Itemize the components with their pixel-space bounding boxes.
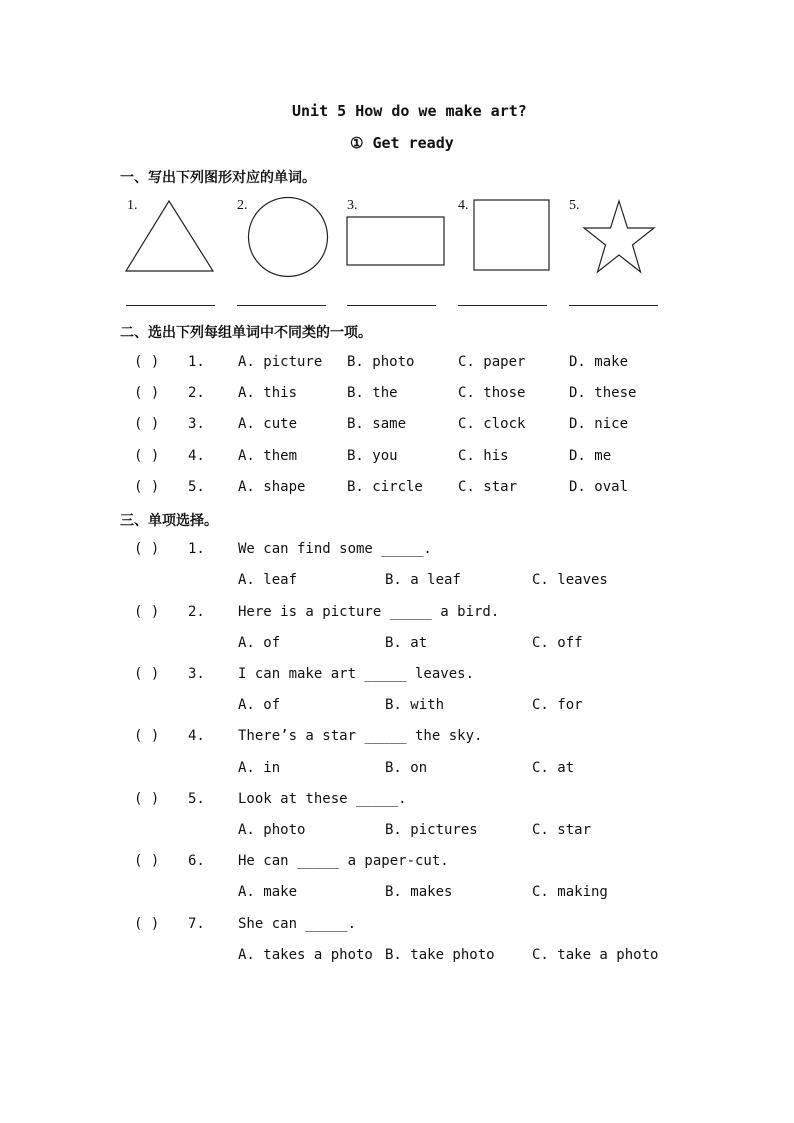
question-text: I can make art _____ leaves. xyxy=(238,666,475,682)
answer-bracket[interactable]: ( ) xyxy=(134,541,160,557)
answer-line-2[interactable] xyxy=(237,305,326,306)
circle-icon xyxy=(247,196,329,278)
option-b: B. makes xyxy=(385,884,453,900)
shape-number-1: 1. xyxy=(127,198,138,213)
option-b: B. same xyxy=(347,416,407,432)
option-a: A. them xyxy=(238,448,298,464)
answer-bracket[interactable]: ( ) xyxy=(134,916,160,932)
option-a: A. of xyxy=(238,697,281,713)
question-number: 1. xyxy=(188,354,205,370)
option-b: B. with xyxy=(385,697,445,713)
option-b: B. at xyxy=(385,635,428,651)
option-b: B. take photo xyxy=(385,947,495,963)
option-c: C. his xyxy=(458,448,509,464)
section3-heading: 三、单项选择。 xyxy=(120,513,218,529)
answer-bracket[interactable]: ( ) xyxy=(134,853,160,869)
option-d: D. nice xyxy=(569,416,629,432)
question-number: 7. xyxy=(188,916,205,932)
question-number: 3. xyxy=(188,666,205,682)
question-number: 4. xyxy=(188,728,205,744)
option-a: A. takes a photo xyxy=(238,947,373,963)
question-number: 2. xyxy=(188,385,205,401)
answer-bracket[interactable]: ( ) xyxy=(134,479,160,495)
option-c: C. at xyxy=(532,760,575,776)
shape-number-3: 3. xyxy=(347,198,358,213)
shape-number-2: 2. xyxy=(237,198,248,213)
question-text: There’s a star _____ the sky. xyxy=(238,728,483,744)
option-d: D. oval xyxy=(569,479,629,495)
option-b: B. photo xyxy=(347,354,415,370)
answer-bracket[interactable]: ( ) xyxy=(134,385,160,401)
answer-bracket[interactable]: ( ) xyxy=(134,416,160,432)
answer-bracket[interactable]: ( ) xyxy=(134,666,160,682)
star-icon xyxy=(582,199,656,274)
option-b: B. circle xyxy=(347,479,423,495)
option-a: A. in xyxy=(238,760,281,776)
option-c: C. clock xyxy=(458,416,526,432)
option-c: C. take a photo xyxy=(532,947,659,963)
option-b: B. the xyxy=(347,385,398,401)
option-a: A. picture xyxy=(238,354,323,370)
option-a: A. photo xyxy=(238,822,306,838)
option-a: A. make xyxy=(238,884,298,900)
option-a: A. cute xyxy=(238,416,298,432)
answer-bracket[interactable]: ( ) xyxy=(134,728,160,744)
option-c: C. for xyxy=(532,697,583,713)
answer-bracket[interactable]: ( ) xyxy=(134,448,160,464)
rectangle-icon xyxy=(346,216,446,267)
question-text: He can _____ a paper-cut. xyxy=(238,853,449,869)
square-icon xyxy=(473,199,551,272)
option-c: C. star xyxy=(458,479,518,495)
question-text: Look at these _____. xyxy=(238,791,407,807)
option-c: C. paper xyxy=(458,354,526,370)
question-text: We can find some _____. xyxy=(238,541,432,557)
question-number: 4. xyxy=(188,448,205,464)
option-c: C. making xyxy=(532,884,608,900)
answer-bracket[interactable]: ( ) xyxy=(134,604,160,620)
option-c: C. star xyxy=(532,822,592,838)
shape-number-4: 4. xyxy=(458,198,469,213)
section2-heading: 二、选出下列每组单词中不同类的一项。 xyxy=(120,325,372,341)
option-d: D. me xyxy=(569,448,612,464)
answer-line-4[interactable] xyxy=(458,305,547,306)
option-a: A. leaf xyxy=(238,572,298,588)
option-a: A. shape xyxy=(238,479,306,495)
answer-line-5[interactable] xyxy=(569,305,658,306)
question-number: 2. xyxy=(188,604,205,620)
triangle-icon xyxy=(124,199,216,273)
answer-line-3[interactable] xyxy=(347,305,436,306)
question-number: 3. xyxy=(188,416,205,432)
shape-number-5: 5. xyxy=(569,198,580,213)
question-number: 1. xyxy=(188,541,205,557)
question-text: She can _____. xyxy=(238,916,357,932)
question-number: 5. xyxy=(188,479,205,495)
question-text: Here is a picture _____ a bird. xyxy=(238,604,500,620)
option-a: A. this xyxy=(238,385,298,401)
option-c: C. off xyxy=(532,635,583,651)
option-b: B. pictures xyxy=(385,822,478,838)
question-number: 6. xyxy=(188,853,205,869)
option-b: B. on xyxy=(385,760,428,776)
option-c: C. leaves xyxy=(532,572,608,588)
answer-bracket[interactable]: ( ) xyxy=(134,791,160,807)
option-c: C. those xyxy=(458,385,526,401)
question-number: 5. xyxy=(188,791,205,807)
answer-line-1[interactable] xyxy=(126,305,215,306)
option-b: B. you xyxy=(347,448,398,464)
answer-bracket[interactable]: ( ) xyxy=(134,354,160,370)
page-title: Unit 5 How do we make art? xyxy=(292,102,527,120)
option-d: D. these xyxy=(569,385,637,401)
section1-heading: 一、写出下列图形对应的单词。 xyxy=(120,170,316,186)
page-subtitle: ① Get ready xyxy=(350,134,454,152)
option-d: D. make xyxy=(569,354,629,370)
option-b: B. a leaf xyxy=(385,572,461,588)
option-a: A. of xyxy=(238,635,281,651)
